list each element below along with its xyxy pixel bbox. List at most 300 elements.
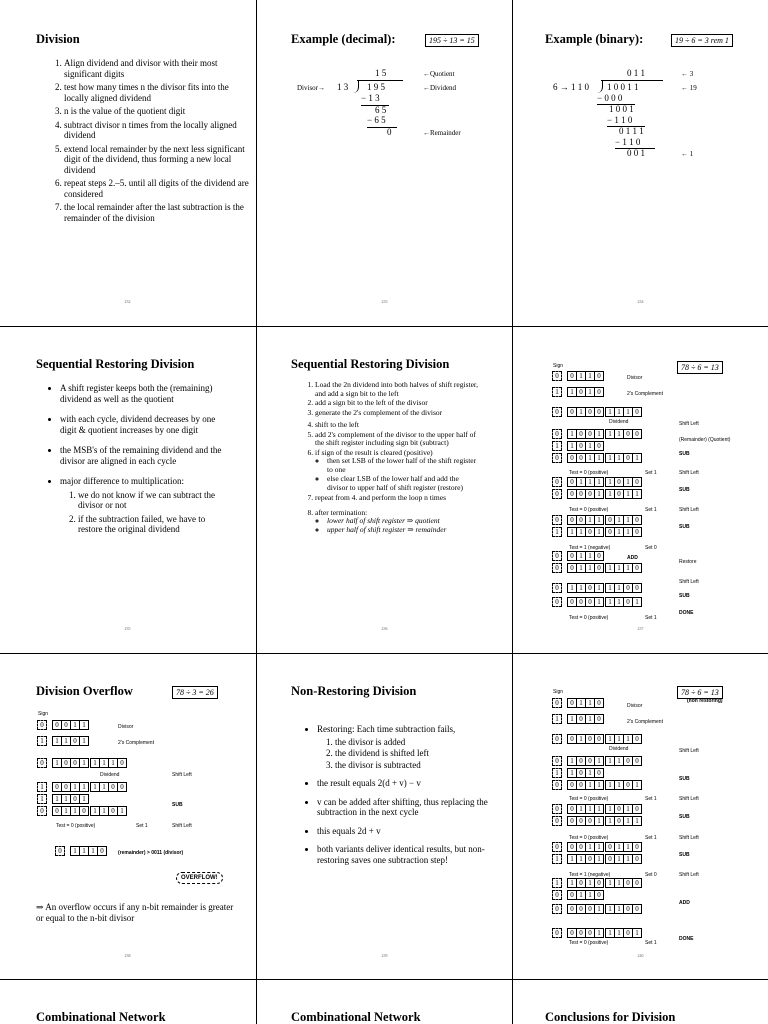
sign-bit: 1 — [37, 782, 47, 792]
bit-cell: 0 — [576, 714, 586, 724]
bit-cell: 1 — [594, 453, 604, 463]
bit-cell: 1 — [614, 527, 624, 537]
bit-cell: 1 — [567, 441, 577, 451]
sub-item: 2. the dividend is shifted left — [335, 748, 493, 759]
dividend-label: Dividend — [609, 419, 629, 425]
bit-cell: 0 — [585, 756, 595, 766]
bit-cell: 1 — [585, 515, 595, 525]
remainder: 0 — [387, 127, 392, 137]
bit-cell: 1 — [605, 904, 615, 914]
bit-cell: 1 — [594, 756, 604, 766]
quotient-arrow: ← 3 — [681, 70, 694, 78]
twos-complement-label: 2's Complement — [627, 391, 663, 397]
set-label: Set 1 — [645, 940, 657, 946]
sub-item: 2. if the subtraction failed, we have to restore the original dividend — [78, 514, 226, 535]
shift-left-label: Shift Left — [679, 507, 699, 513]
bullet: • the MSB's of the remaining dividend and the divisor are aligned in each cycle — [60, 445, 226, 466]
twos-complement-label: 2's Complement — [627, 719, 663, 725]
bit-cell: 1 — [594, 489, 604, 499]
shift-left-label: Shift Left — [172, 772, 192, 778]
bit-cell: 0 — [70, 758, 80, 768]
sign-bit: 0 — [552, 407, 562, 417]
restore-label: Restore — [679, 559, 697, 565]
sign-bit: 0 — [552, 842, 562, 852]
step — [315, 449, 481, 493]
sign-bit: 0 — [552, 477, 562, 487]
set-label: Set 0 — [645, 545, 657, 551]
page-number: 236 — [381, 626, 388, 631]
slide-title: Sequential Restoring Division — [291, 357, 450, 371]
sub-list — [315, 517, 481, 534]
register-row — [553, 842, 642, 852]
slide-title: Conclusions for Division — [545, 1010, 676, 1024]
sign-bit: 0 — [552, 928, 562, 938]
register-row — [553, 583, 642, 593]
bit-cell: 1 — [623, 734, 633, 744]
bit-cell: 1 — [576, 477, 586, 487]
bit-cell: 1 — [594, 429, 604, 439]
bit-cell: 1 — [614, 407, 624, 417]
bit-cell: 1 — [576, 698, 586, 708]
page-number: 239 — [381, 953, 388, 958]
bit-cell: 1 — [585, 371, 595, 381]
register-row — [553, 890, 604, 900]
bit-cell: 1 — [614, 904, 624, 914]
bit-cell: 0 — [594, 441, 604, 451]
bit-cell: 1 — [576, 854, 586, 864]
bit-cell: 0 — [632, 429, 642, 439]
set-label: Set 0 — [645, 872, 657, 878]
bit-cell: 1 — [61, 794, 71, 804]
shift-left-label: Shift Left — [679, 835, 699, 841]
sign-bit: 0 — [552, 756, 562, 766]
step-row: 1 0 0 1 — [609, 104, 634, 114]
sign-bit: 1 — [552, 768, 562, 778]
sub-label: SUB — [172, 802, 183, 808]
set-label: Set 1 — [136, 823, 148, 829]
bit-cell: 0 — [632, 527, 642, 537]
register-row — [553, 780, 642, 790]
bit-cell: 1 — [576, 527, 586, 537]
bit-cell: 0 — [567, 928, 577, 938]
bit-cell: 0 — [623, 780, 633, 790]
bit-cell: 0 — [567, 371, 577, 381]
bit-cell: 0 — [61, 720, 71, 730]
register-row — [553, 563, 642, 573]
bit-cell: 1 — [632, 489, 642, 499]
sub-label: SUB — [679, 593, 690, 599]
bit-cell: 1 — [623, 804, 633, 814]
bit-cell: 1 — [605, 453, 615, 463]
slide-title: Combinational Network — [291, 1010, 421, 1024]
bullet: • this equals 2d + v — [317, 826, 493, 837]
rule — [367, 127, 397, 128]
register-row — [56, 846, 107, 856]
shift-left-label: Shift Left — [679, 421, 699, 427]
bit-cell: 1 — [614, 597, 624, 607]
bit-cell: 0 — [585, 527, 595, 537]
step: 2. test how many times n the divisor fits into the locally aligned dividend — [64, 82, 254, 103]
sign-bit: 0 — [552, 780, 562, 790]
bit-cell: 1 — [585, 551, 595, 561]
bit-cell: 0 — [576, 597, 586, 607]
slide-sequential-restoring-steps — [257, 327, 512, 653]
register-row — [553, 928, 642, 938]
bit-cell: 1 — [585, 698, 595, 708]
bit-cell: 0 — [567, 489, 577, 499]
sign-label: Sign — [38, 711, 49, 717]
register-row — [553, 441, 604, 451]
slide-title: Non-Restoring Division — [291, 684, 417, 698]
bit-cell: 1 — [594, 816, 604, 826]
bit-cell: 1 — [567, 387, 577, 397]
overflow-explanation: ⇒ An overflow occurs if any n-bit remainder is greater or equal to the n-bit divisor — [36, 902, 234, 923]
remainder-note: (remainder) > 0011 (divisor) — [118, 850, 184, 856]
bit-cell: 0 — [632, 477, 642, 487]
set-label: Set 1 — [645, 615, 657, 621]
bit-cell: 0 — [585, 597, 595, 607]
bit-cell: 1 — [576, 583, 586, 593]
bit-cell: 1 — [614, 780, 624, 790]
bit-cell: 0 — [52, 720, 62, 730]
slide-sequential-restoring — [0, 327, 255, 653]
shift-left-label: Shift Left — [679, 579, 699, 585]
bit-cell: 1 — [594, 928, 604, 938]
sub-label: SUB — [679, 852, 690, 858]
bit-cell: 1 — [585, 387, 595, 397]
bit-cell: 1 — [594, 904, 604, 914]
sub-list — [315, 457, 481, 492]
shift-left-label: Shift Left — [679, 470, 699, 476]
bit-cell: 0 — [632, 756, 642, 766]
bit-cell: 1 — [99, 758, 109, 768]
sign-bit: 0 — [552, 890, 562, 900]
bullet-list — [46, 383, 226, 538]
bit-cell: 0 — [632, 734, 642, 744]
dividend: 1 0 0 1 1 — [607, 82, 639, 92]
overflow-badge: OVERFLOW! — [176, 872, 223, 884]
sub-item: 1. we do not know if we can subtract the divisor or not — [78, 490, 226, 511]
bit-cell: 1 — [79, 782, 89, 792]
slide-division — [0, 0, 255, 326]
bit-cell: 0 — [567, 804, 577, 814]
bit-cell: 1 — [70, 720, 80, 730]
bit-cell: 0 — [585, 583, 595, 593]
bit-cell: 0 — [576, 515, 586, 525]
sign-bit: 1 — [552, 714, 562, 724]
register-row — [553, 768, 604, 778]
bit-cell: 1 — [585, 477, 595, 487]
bit-cell: 1 — [605, 928, 615, 938]
bit-cell: 1 — [614, 515, 624, 525]
bit-cell: 0 — [567, 515, 577, 525]
partial: 6 5 — [375, 105, 387, 115]
page-number: 235 — [124, 626, 131, 631]
bit-cell: 0 — [623, 597, 633, 607]
bit-cell: 1 — [605, 804, 615, 814]
bit-cell: 0 — [108, 806, 118, 816]
bit-cell: 1 — [567, 768, 577, 778]
bit-cell: 1 — [614, 563, 624, 573]
bit-cell: 1 — [614, 756, 624, 766]
bit-cell: 1 — [594, 842, 604, 852]
slide-combinational-network — [0, 980, 255, 1024]
bit-cell: 1 — [605, 563, 615, 573]
sign-bit: 1 — [552, 441, 562, 451]
division-bracket — [597, 80, 603, 93]
bit-cell: 0 — [567, 890, 577, 900]
bit-cell: 1 — [614, 453, 624, 463]
bit-cell: 1 — [576, 371, 586, 381]
sign-bit: 0 — [552, 904, 562, 914]
sign-label: Sign — [553, 363, 564, 369]
bit-cell: 1 — [52, 758, 62, 768]
bit-cell: 1 — [567, 756, 577, 766]
bit-cell: 0 — [632, 904, 642, 914]
register-row — [553, 429, 642, 439]
bit-cell: 0 — [567, 563, 577, 573]
step-row: − 0 0 0 — [597, 93, 623, 103]
bit-cell: 0 — [585, 429, 595, 439]
bit-cell: 0 — [576, 429, 586, 439]
slide-title: Sequential Restoring Division — [36, 357, 195, 371]
bit-cell: 1 — [576, 407, 586, 417]
slide-title: Combinational Network — [36, 1010, 166, 1024]
sign-bit: 0 — [552, 597, 562, 607]
bit-cell: 0 — [623, 904, 633, 914]
bit-cell: 0 — [567, 780, 577, 790]
bit-cell: 0 — [623, 429, 633, 439]
page-number: 240 — [637, 953, 644, 958]
bullet: • v can be added after shifting, thus replacing the subtraction in the next cycle — [317, 797, 493, 818]
bit-cell: 1 — [632, 928, 642, 938]
equation-box: 19 ÷ 6 = 3 rem 1 — [671, 34, 733, 47]
dividend-label: Dividend — [100, 772, 120, 778]
register-row — [38, 736, 89, 746]
done-label: DONE — [679, 936, 694, 942]
bit-cell: 0 — [576, 842, 586, 852]
bit-cell: 1 — [605, 816, 615, 826]
bit-cell: 1 — [623, 489, 633, 499]
page-number: 233 — [381, 299, 388, 304]
step: 1. Load the 2n dividend into both halves of shift register, and add a sign bit to the left — [315, 381, 481, 398]
bit-cell: 1 — [576, 551, 586, 561]
bit-cell: 1 — [605, 477, 615, 487]
bit-cell: 0 — [594, 890, 604, 900]
bit-cell: 1 — [61, 806, 71, 816]
add-label: ADD — [679, 900, 690, 906]
sign-bit: 0 — [552, 816, 562, 826]
sign-bit: 0 — [55, 846, 65, 856]
sign-bit: 1 — [552, 878, 562, 888]
bit-cell: 0 — [567, 551, 577, 561]
bit-cell: 1 — [70, 806, 80, 816]
bit-cell: 1 — [99, 782, 109, 792]
register-row — [553, 878, 642, 888]
bit-cell: 1 — [614, 734, 624, 744]
slide-example-binary — [513, 0, 768, 326]
bit-cell: 1 — [594, 477, 604, 487]
sign-bit: 0 — [552, 371, 562, 381]
bit-cell: 0 — [594, 734, 604, 744]
bit-cell: 1 — [594, 597, 604, 607]
register-row — [553, 597, 642, 607]
bit-cell: 0 — [61, 758, 71, 768]
dividend-arrow: ← 19 — [681, 84, 697, 92]
quotient: 0 1 1 — [627, 68, 645, 78]
bit-cell: 1 — [632, 453, 642, 463]
remainder-arrow: ← 1 — [681, 150, 694, 158]
bit-cell: 1 — [79, 794, 89, 804]
bit-cell: 0 — [605, 842, 615, 852]
set-label: Set 1 — [645, 796, 657, 802]
bit-cell: 0 — [623, 928, 633, 938]
slide-non-restoring — [257, 654, 512, 980]
step-row: 0 0 1 — [627, 148, 645, 158]
bit-cell: 1 — [99, 806, 109, 816]
rule — [357, 80, 403, 81]
bit-cell: 0 — [576, 489, 586, 499]
register-row — [553, 904, 642, 914]
step — [315, 509, 481, 535]
sub-label: SUB — [679, 451, 690, 457]
bit-cell: 1 — [623, 477, 633, 487]
bullet: • the result equals 2(d + v) − v — [317, 778, 493, 789]
bit-cell: 0 — [623, 453, 633, 463]
sign-bit: 0 — [552, 583, 562, 593]
bit-cell: 1 — [576, 890, 586, 900]
bit-cell: 1 — [585, 842, 595, 852]
divisor: 6 → 1 1 0 — [553, 82, 589, 92]
bit-cell: 1 — [594, 854, 604, 864]
test-label: Test = 0 (positive) — [56, 823, 96, 829]
bit-cell: 0 — [623, 756, 633, 766]
bullet: • both variants deliver identical results, but non-restoring saves one subtraction step! — [317, 844, 493, 865]
bit-cell: 1 — [594, 780, 604, 790]
step-text: if sign of the result is cleared (positive) — [315, 447, 433, 457]
bit-cell: 1 — [61, 736, 71, 746]
slide-title: Division Overflow — [36, 684, 133, 698]
bit-cell: 0 — [576, 756, 586, 766]
box-subtitle: (non restoring) — [687, 698, 723, 704]
bit-cell: 0 — [594, 407, 604, 417]
bit-cell: 1 — [605, 407, 615, 417]
bit-cell: 0 — [594, 371, 604, 381]
bit-cell: 1 — [623, 816, 633, 826]
bit-cell: 1 — [70, 782, 80, 792]
bit-cell: 0 — [567, 453, 577, 463]
bit-cell: 0 — [576, 878, 586, 888]
bit-cell: 0 — [576, 928, 586, 938]
step: 4. subtract divisor n times from the locally aligned dividend — [64, 120, 254, 141]
sign-bit: 0 — [552, 698, 562, 708]
bit-cell: 1 — [614, 429, 624, 439]
step: 6. repeat steps 2.–5. until all digits of the dividend are considered — [64, 178, 254, 199]
bit-cell: 0 — [117, 782, 127, 792]
bit-cell: 1 — [614, 854, 624, 864]
bit-cell: 0 — [79, 806, 89, 816]
bit-cell: 1 — [585, 768, 595, 778]
register-row — [553, 714, 604, 724]
step: 5. extend local remainder by the next less significant digit of the dividend, thus forming a new local dividend — [64, 144, 254, 176]
sign-bit: 0 — [37, 806, 47, 816]
slide-conclusions-division — [513, 980, 768, 1024]
sign-label: Sign — [553, 689, 564, 695]
shift-left-label: Shift Left — [679, 748, 699, 754]
bullet — [317, 724, 493, 770]
sign-bit: 0 — [552, 734, 562, 744]
bit-cell: 1 — [90, 782, 100, 792]
twos-complement-label: 2's Complement — [118, 740, 154, 746]
step: 5. add 2's complement of the divisor to the upper half of the shift register including sign bit (subtract) — [315, 431, 481, 448]
bit-cell: 1 — [567, 583, 577, 593]
sign-bit: 1 — [552, 387, 562, 397]
slide-combinational-network-2 — [257, 980, 512, 1024]
bit-cell: 0 — [97, 846, 107, 856]
bit-cell: 1 — [567, 714, 577, 724]
sign-bit: 0 — [552, 515, 562, 525]
bit-cell: 0 — [70, 736, 80, 746]
page-number: 238 — [124, 953, 131, 958]
register-row — [38, 806, 127, 816]
register-row — [553, 804, 642, 814]
remainder-label: ←Remainder — [423, 129, 461, 137]
bit-cell: 1 — [70, 846, 80, 856]
step-text: after termination: — [315, 507, 368, 517]
dividend-label: ←Dividend — [423, 84, 457, 92]
bit-cell: 0 — [567, 842, 577, 852]
bit-cell: 1 — [614, 842, 624, 852]
dividend: 1 9 5 — [367, 82, 385, 92]
bit-cell: 0 — [632, 842, 642, 852]
sign-bit: 0 — [552, 453, 562, 463]
divisor-label: Divisor — [627, 703, 643, 709]
set-label: Set 1 — [645, 507, 657, 513]
bit-cell: 0 — [585, 407, 595, 417]
register-row — [553, 489, 642, 499]
equation-box: 195 ÷ 13 = 15 — [425, 34, 479, 47]
divisor-label: Divisor — [118, 724, 134, 730]
sign-bit: 0 — [37, 720, 47, 730]
test-label: Test = 0 (positive) — [569, 940, 609, 946]
test-label: Test = 0 (positive) — [569, 470, 609, 476]
register-row — [38, 720, 89, 730]
bit-cell: 1 — [605, 780, 615, 790]
bit-cell: 1 — [632, 597, 642, 607]
bit-cell: 1 — [79, 720, 89, 730]
bit-cell: 0 — [576, 780, 586, 790]
rule — [601, 80, 663, 81]
bit-cell: 0 — [567, 816, 577, 826]
bit-cell: 0 — [585, 854, 595, 864]
bit-cell: 0 — [594, 563, 604, 573]
bit-cell: 1 — [605, 429, 615, 439]
bullet-text: Restoring: Each time subtraction fails, — [317, 724, 456, 734]
shift-left-label: Shift Left — [679, 796, 699, 802]
bit-cell: 0 — [108, 782, 118, 792]
sub-list — [60, 490, 226, 535]
bit-cell: 0 — [576, 441, 586, 451]
bit-cell: 1 — [594, 583, 604, 593]
set-label: Set 1 — [645, 470, 657, 476]
divisor-label: Divisor→ — [297, 84, 325, 92]
bit-cell: 0 — [576, 816, 586, 826]
bit-cell: 0 — [594, 878, 604, 888]
bit-cell: 0 — [632, 854, 642, 864]
slide-non-restoring-diagram — [513, 654, 768, 980]
sign-bit: 0 — [37, 758, 47, 768]
slide-title: Division — [36, 32, 80, 46]
